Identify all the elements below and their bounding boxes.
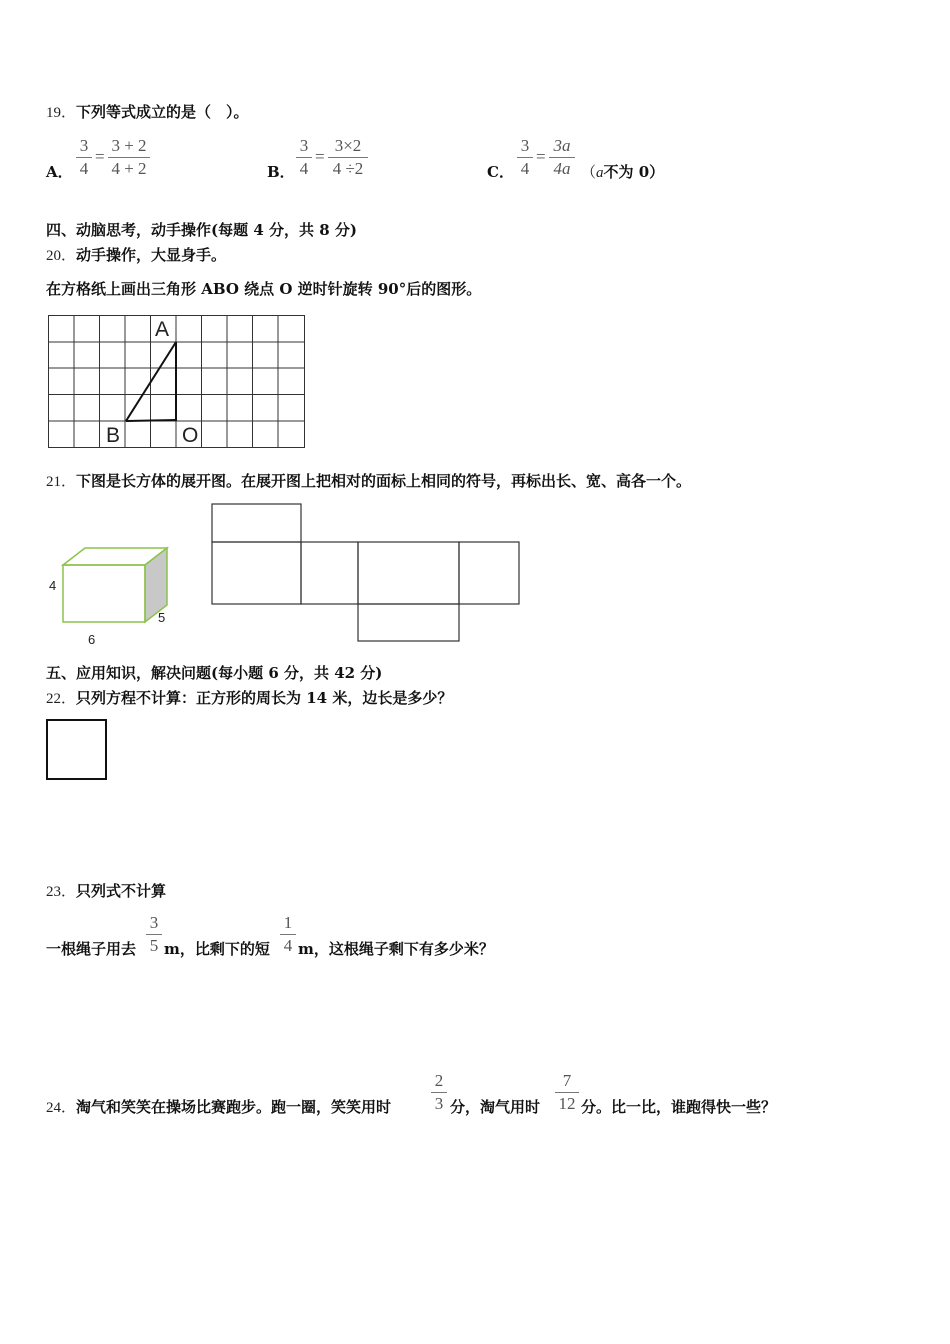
fraction-numerator: 3 [299,136,309,155]
q19-c-right-fraction [549,136,575,179]
square-figure [46,719,107,780]
q20-number: 20． [46,248,77,264]
equals-sign: = [536,147,546,166]
q19-a-left-fraction [76,136,92,179]
q22-line [46,688,452,709]
fraction-numerator: 3 [520,136,530,155]
cuboid-net-figure [210,502,522,644]
q20-instruction: 在方格纸上画出三角形 ABO 绕点 O 逆时针旋转 90°后的图形。 [46,280,482,298]
q20-grid-figure [46,313,308,451]
q19-c-left-fraction [517,136,533,179]
q19-b-right-fraction [328,136,368,179]
q19-text: 下列等式成立的是（ ）。 [76,103,249,121]
section5-title: 五、应用知识，解决问题(每小题 6 分，共 42 分) [46,664,383,682]
q23-number: 23． [46,884,77,900]
cuboid-width-label: 5 [158,610,166,625]
q24-fraction-2 [555,1071,579,1114]
q19-option-c-label: C． [487,163,514,181]
cuboid-length-label: 6 [88,632,96,647]
label-o: O [182,424,199,447]
fraction-numerator: 3 [149,913,159,932]
q21-number: 21． [46,474,77,490]
net-face [212,504,301,542]
q21-line [46,471,691,492]
fraction-numerator: 2 [434,1071,444,1090]
fraction-denominator: 4a [553,159,571,178]
q19-a-right-fraction [108,136,150,179]
fraction-numerator: 1 [283,913,293,932]
net-face [459,542,519,604]
q23-p3: m，这根绳子剩下有多少米？ [298,940,494,958]
q23-line [46,881,166,902]
q23-p1: 一根绳子用去 [46,940,137,958]
q23-p2: m，比剩下的短 [164,940,270,958]
section4-title: 四、动脑思考，动手操作(每题 4 分，共 8 分) [46,221,357,239]
cuboid-figure [44,542,179,650]
q19-b-left-fraction [296,136,312,179]
fraction-numerator: 3a [553,136,571,155]
fraction-denominator: 4 ÷2 [332,159,364,178]
label-a: A [155,318,170,341]
fraction-denominator: 4 [79,159,89,178]
q24-p2: 分，淘气用时 [450,1098,541,1116]
equals-sign: = [95,147,105,166]
net-face [301,542,358,604]
q22-number: 22． [46,691,77,707]
q24-fraction-1 [431,1071,447,1114]
fraction-numerator: 3 + 2 [111,136,147,155]
note-text: 不为 0） [603,163,665,181]
q19-c-note [581,162,664,183]
net-face [212,542,301,604]
q19-number: 19． [46,105,77,121]
q24-number: 24． [46,1100,77,1116]
q23-text: 只列式不计算 [76,882,167,900]
net-face [358,604,459,641]
q19-line [46,102,249,123]
q21-text: 下图是长方体的展开图。在展开图上把相对的面标上相同的符号，再标出长、宽、高各一个。 [76,472,692,490]
q20-text: 动手操作，大显身手。 [76,246,227,264]
cuboid-front-face [63,565,145,622]
fraction-numerator: 3×2 [334,136,362,155]
fraction-numerator: 7 [562,1071,572,1090]
q24-line-a [46,1097,391,1118]
fraction-denominator: 4 [299,159,309,178]
q24-p3: 分。比一比，谁跑得快一些？ [581,1098,777,1116]
q22-text: 只列方程不计算：正方形的周长为 14 米，边长是多少？ [76,689,453,707]
fraction-denominator: 4 + 2 [111,159,147,178]
q24-p1: 淘气和笑笑在操场比赛跑步。跑一圈，笑笑用时 [76,1098,392,1116]
fraction-denominator: 4 [520,159,530,178]
q23-fraction-1 [146,913,162,956]
equals-sign: = [315,147,325,166]
fraction-denominator: 5 [149,936,159,955]
note-variable: a [596,165,604,181]
q23-fraction-2 [280,913,296,956]
fraction-denominator: 3 [434,1094,444,1113]
fraction-denominator: 12 [558,1094,576,1113]
note-paren: （ [581,165,597,181]
q20-line [46,245,226,266]
cuboid-height-label: 4 [49,578,57,593]
fraction-numerator: 3 [79,136,89,155]
net-face [358,542,459,604]
q19-option-a-label: A． [46,163,73,181]
fraction-denominator: 4 [283,936,293,955]
label-b: B [106,424,121,447]
q19-option-b-label: B． [267,163,295,181]
